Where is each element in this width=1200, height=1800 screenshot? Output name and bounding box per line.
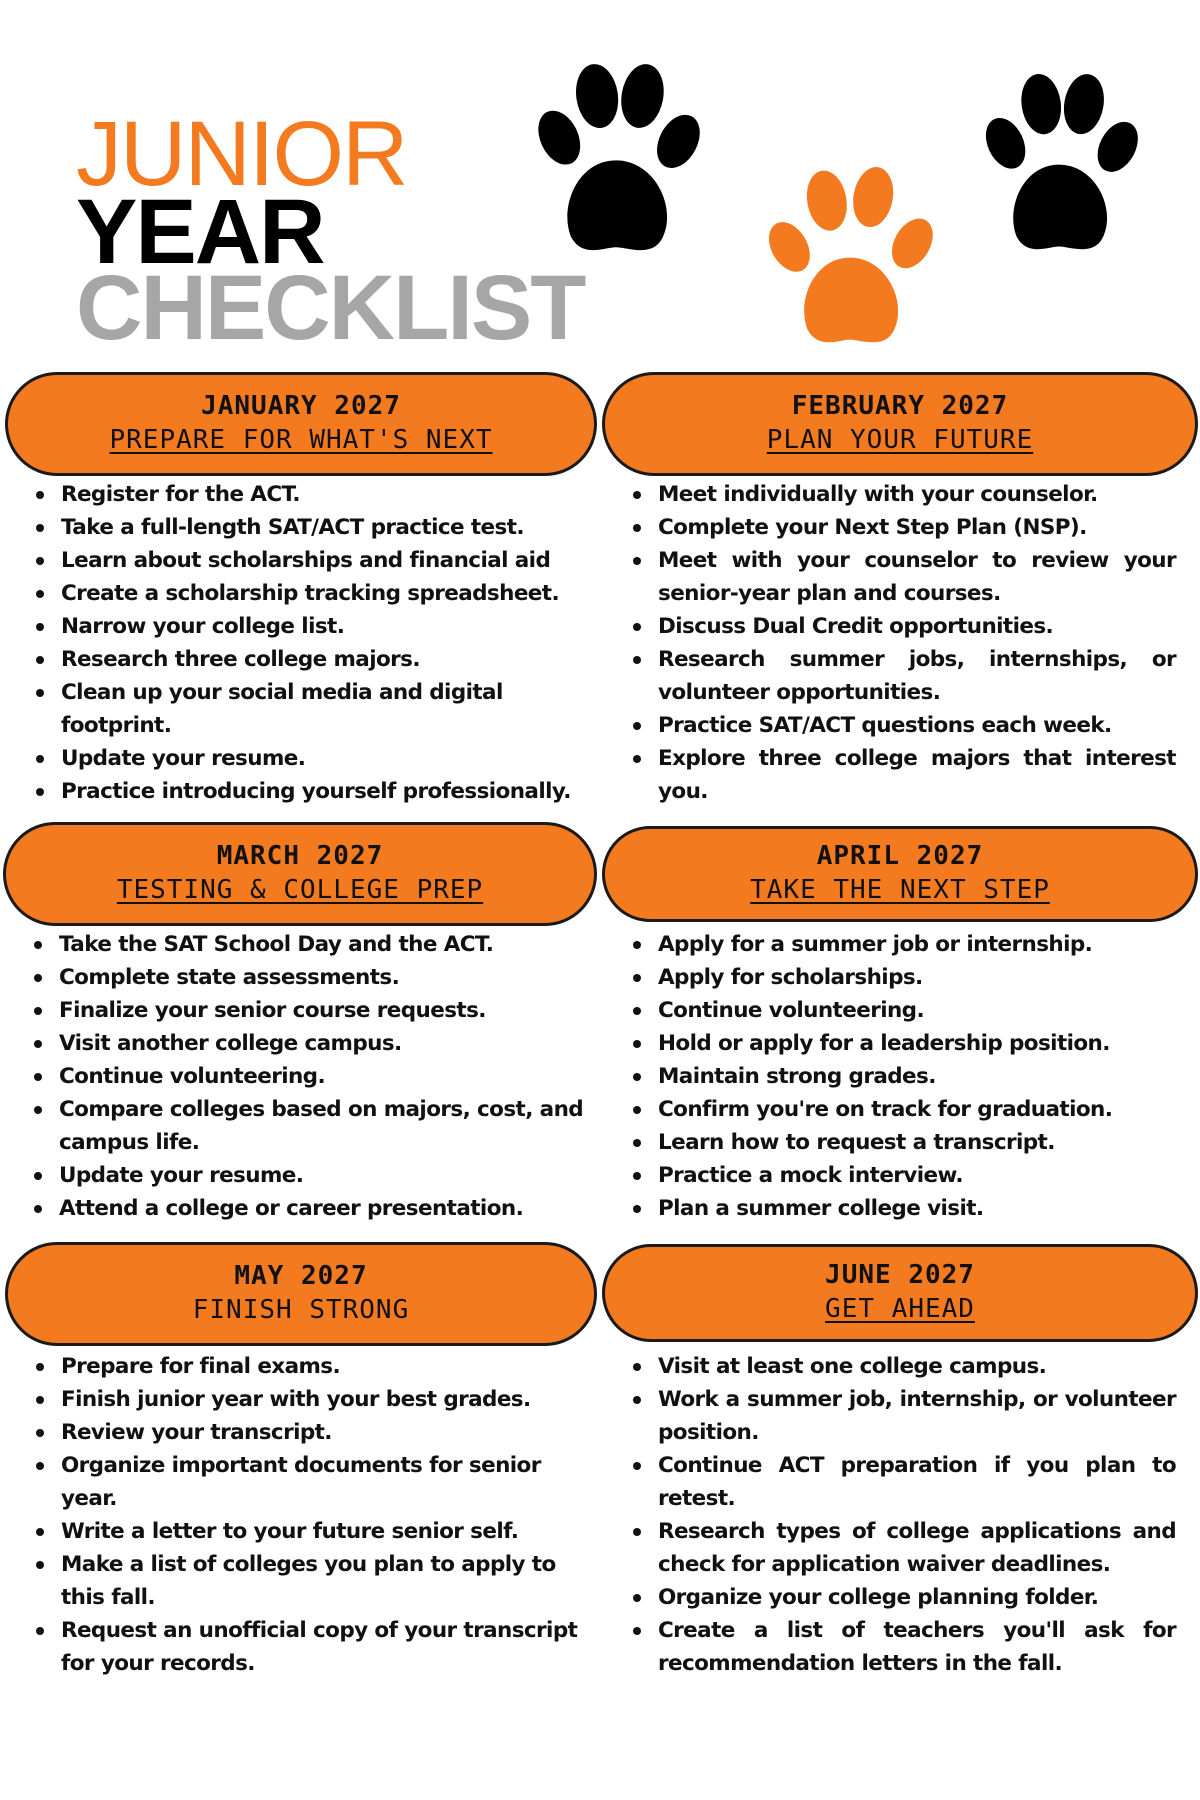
list-item: Request an unofficial copy of your transcript for your records. xyxy=(61,1614,597,1680)
list-item: Create a list of teachers you'll ask for recommendation letters in the fall. xyxy=(658,1614,1176,1680)
month-theme: PREPARE FOR WHAT'S NEXT xyxy=(109,425,493,455)
list-item: Research types of college applications and check for application waiver deadlines. xyxy=(658,1515,1176,1581)
list-item: Apply for scholarships. xyxy=(658,961,1198,994)
month-title: APRIL 2027 xyxy=(816,841,984,872)
checklist xyxy=(5,1350,597,1680)
month-header xyxy=(602,1244,1198,1342)
list-item: Maintain strong grades. xyxy=(658,1060,1198,1093)
list-item: Organize your college planning folder. xyxy=(658,1581,1176,1614)
month-theme: PLAN YOUR FUTURE xyxy=(766,425,1034,455)
list-item: Meet individually with your counselor. xyxy=(658,478,1176,511)
checklist xyxy=(5,478,597,808)
list-item: Practice SAT/ACT questions each week. xyxy=(658,709,1176,742)
month-theme: TAKE THE NEXT STEP xyxy=(750,875,1050,905)
paw-print-icon xyxy=(520,62,712,270)
month-header xyxy=(5,1242,597,1346)
paw-print-icon xyxy=(970,70,1148,270)
checklist xyxy=(602,478,1176,808)
paw-print-icon xyxy=(745,165,955,361)
checklist xyxy=(602,928,1198,1225)
list-item: Update your resume. xyxy=(59,1159,597,1192)
list-item: Apply for a summer job or internship. xyxy=(658,928,1198,961)
list-item: Compare colleges based on majors, cost, and campus life. xyxy=(59,1093,597,1159)
list-item: Take a full-length SAT/ACT practice test. xyxy=(61,511,597,544)
list-item: Discuss Dual Credit opportunities. xyxy=(658,610,1176,643)
list-item: Learn about scholarships and financial aid xyxy=(61,544,597,577)
month-theme: TESTING & COLLEGE PREP xyxy=(116,875,484,905)
list-item: Work a summer job, internship, or volunteer position. xyxy=(658,1383,1176,1449)
month-title: MARCH 2027 xyxy=(216,841,384,872)
checklist xyxy=(602,1350,1176,1680)
list-item: Explore three college majors that interest you. xyxy=(658,742,1176,808)
list-item: Learn how to request a transcript. xyxy=(658,1126,1198,1159)
month-title: JUNE 2027 xyxy=(825,1260,975,1291)
list-item: Meet with your counselor to review your senior-year plan and courses. xyxy=(658,544,1176,610)
month-title: JANUARY 2027 xyxy=(201,391,401,422)
list-item: Complete your Next Step Plan (NSP). xyxy=(658,511,1176,544)
month-header xyxy=(602,826,1198,922)
month-theme: GET AHEAD xyxy=(825,1294,975,1324)
list-item: Attend a college or career presentation. xyxy=(59,1192,597,1225)
list-item: Narrow your college list. xyxy=(61,610,597,643)
list-item: Register for the ACT. xyxy=(61,478,597,511)
list-item: Practice a mock interview. xyxy=(658,1159,1198,1192)
month-title: MAY 2027 xyxy=(234,1261,368,1292)
month-header xyxy=(602,372,1198,476)
list-item: Continue volunteering. xyxy=(59,1060,597,1093)
list-item: Continue ACT preparation if you plan to retest. xyxy=(658,1449,1176,1515)
list-item: Continue volunteering. xyxy=(658,994,1198,1027)
list-item: Organize important documents for senior year. xyxy=(61,1449,597,1515)
list-item: Update your resume. xyxy=(61,742,597,775)
list-item: Visit another college campus. xyxy=(59,1027,597,1060)
list-item: Prepare for final exams. xyxy=(61,1350,597,1383)
list-item: Review your transcript. xyxy=(61,1416,597,1449)
list-item: Confirm you're on track for graduation. xyxy=(658,1093,1198,1126)
list-item: Finish junior year with your best grades. xyxy=(61,1383,597,1416)
month-header xyxy=(5,372,597,476)
list-item: Research summer jobs, internships, or volunteer opportunities. xyxy=(658,643,1176,709)
list-item: Hold or apply for a leadership position. xyxy=(658,1027,1198,1060)
title-checklist: CHECKLIST xyxy=(76,257,585,359)
list-item: Write a letter to your future senior self. xyxy=(61,1515,597,1548)
month-title: FEBRUARY 2027 xyxy=(791,391,1009,422)
list-item: Plan a summer college visit. xyxy=(658,1192,1198,1225)
list-item: Make a list of colleges you plan to apply to this fall. xyxy=(61,1548,597,1614)
list-item: Create a scholarship tracking spreadsheet. xyxy=(61,577,597,610)
list-item: Practice introducing yourself professionally. xyxy=(61,775,597,808)
checklist xyxy=(3,928,597,1225)
title-junior: JUNIOR xyxy=(76,103,407,205)
title-year: YEAR xyxy=(76,181,324,283)
list-item: Visit at least one college campus. xyxy=(658,1350,1176,1383)
list-item: Complete state assessments. xyxy=(59,961,597,994)
list-item: Take the SAT School Day and the ACT. xyxy=(59,928,597,961)
list-item: Research three college majors. xyxy=(61,643,597,676)
month-header xyxy=(3,822,597,926)
list-item: Finalize your senior course requests. xyxy=(59,994,597,1027)
list-item: Clean up your social media and digital footprint. xyxy=(61,676,597,742)
month-theme: FINISH STRONG xyxy=(192,1295,410,1325)
